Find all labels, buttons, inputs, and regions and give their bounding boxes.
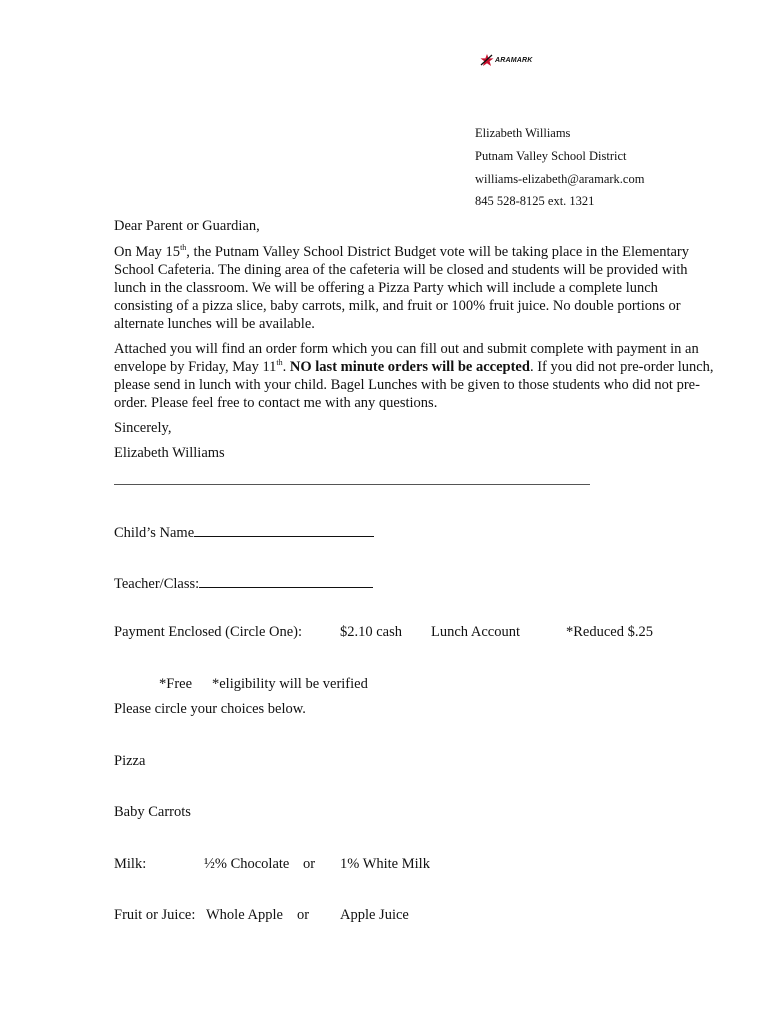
teacher-class-field[interactable] [114,574,373,593]
aramark-star-icon [480,54,494,66]
sender-email: williams-elizabeth@aramark.com [475,172,645,186]
deadline-notice: NO last minute orders will be accepted [289,359,530,375]
payment-option-reduced[interactable]: *Reduced $.25 [566,624,653,640]
cut-line-divider [114,484,590,485]
payment-label: Payment Enclosed (Circle One): [114,624,303,640]
greeting: Dear Parent or Guardian, [114,218,260,234]
logo-text: ARAMARK [495,56,533,64]
fruit-or-text: or [297,907,310,923]
payment-option-cash[interactable]: $2.10 cash [340,624,403,640]
sender-phone: 845 528-8125 ext. 1321 [475,194,595,208]
child-name-blank[interactable] [194,523,374,537]
teacher-class-label: Teacher/Class: [114,576,200,592]
child-name-label: Child’s Name [114,525,195,541]
sender-organization: Putnam Valley School District [475,149,627,163]
pizza-option[interactable]: Pizza [114,753,146,769]
eligibility-note: *eligibility will be verified [212,676,368,692]
aramark-logo [480,54,533,66]
child-name-field[interactable] [114,523,374,542]
baby-carrots-option[interactable]: Baby Carrots [114,804,191,820]
milk-option-chocolate[interactable]: ½% Chocolate [204,856,290,872]
teacher-class-blank[interactable] [199,574,373,588]
paragraph-1: On May 15th, the Putnam Valley School District Budget vote will be taking place in the Elementary School Cafeteria. The dining area of the cafeteria will be closed and students will be provided with lunch in the classroom. We will be offering a Pizza Party which will include a complete lunch consisting of a pizza slice, baby carrots, milk, and fruit or 100% fruit juice. No double portions or alternate lunches will be available. [114,243,689,332]
milk-option-white[interactable]: 1% White Milk [340,856,430,872]
payment-option-free[interactable]: *Free [159,676,193,692]
paragraph-2: Attached you will find an order form which you can fill out and submit complete with payment in an envelope by Friday, May 11th. NO last minute orders will be accepted. If you did not pre-order lunch, please send in lunch with your child. Bagel Lunches with be given to those students who did not pre-order. Please feel free to contact me with any questions. [114,341,714,411]
choices-instruction: Please circle your choices below. [114,701,306,717]
payment-option-lunch-account[interactable]: Lunch Account [431,624,520,640]
milk-label: Milk: [114,856,147,872]
signature: Elizabeth Williams [114,445,225,461]
fruit-option-apple[interactable]: Whole Apple [206,907,283,923]
fruit-juice-label: Fruit or Juice: [114,907,196,923]
sender-name: Elizabeth Williams [475,126,571,140]
milk-or-text: or [303,856,316,872]
closing: Sincerely, [114,420,172,436]
fruit-option-apple-juice[interactable]: Apple Juice [340,907,409,923]
